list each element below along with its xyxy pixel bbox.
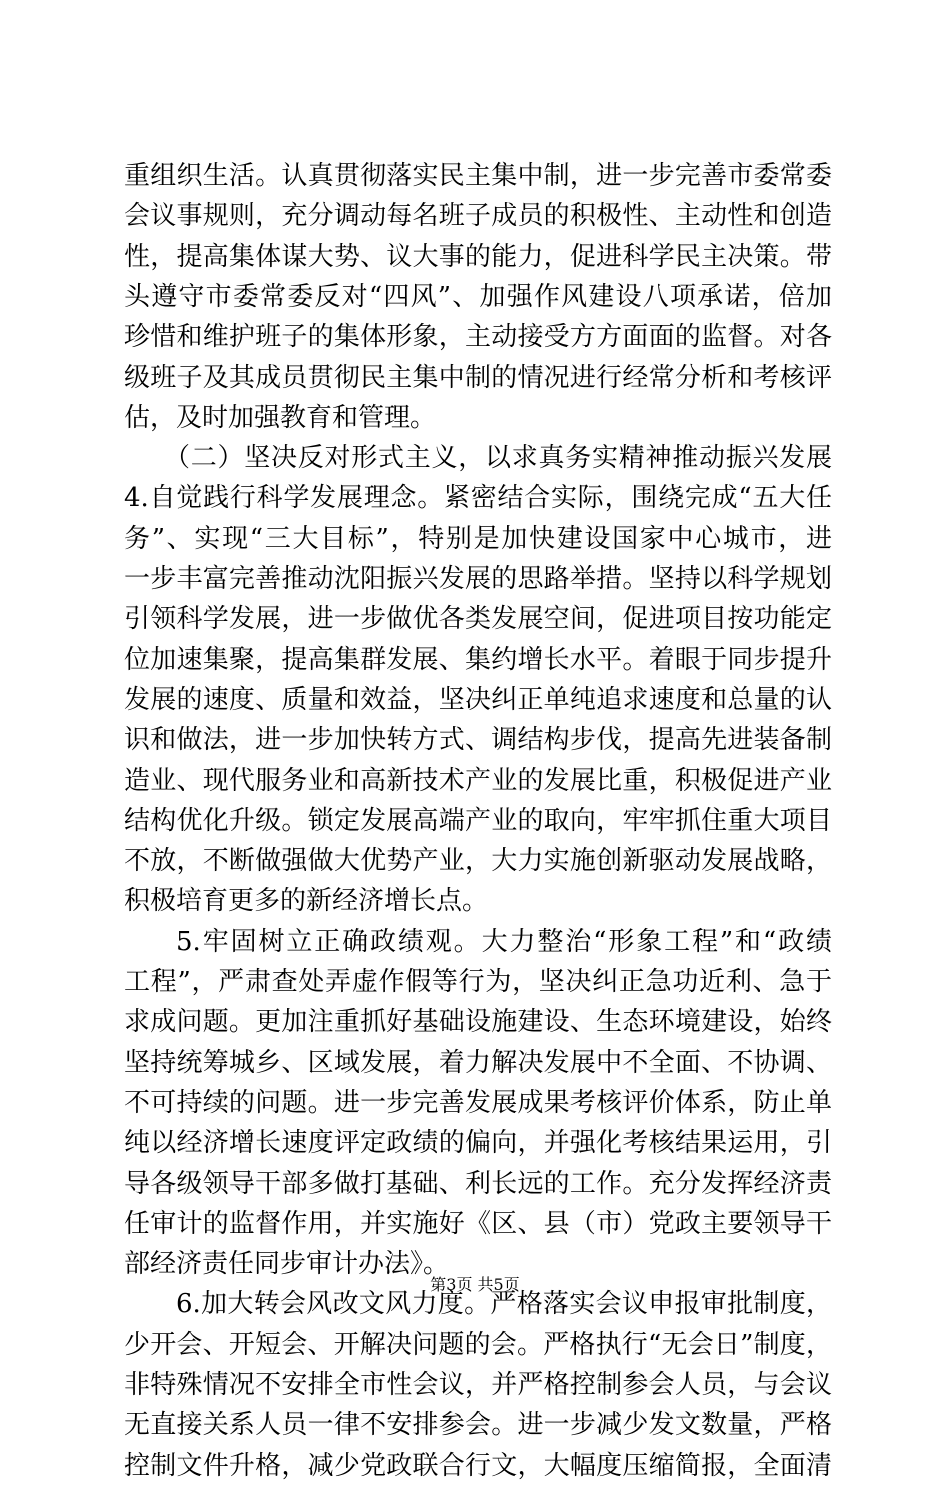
body-text-line: 不放，不断做强做大优势产业，大力实施创新驱动发展战略， [124, 846, 832, 876]
body-text-line: 结构优化升级。锁定发展高端产业的取向，牢牢抓住重大项目 [124, 806, 832, 836]
body-text-line: 估，及时加强教育和管理。 [124, 403, 437, 433]
body-text-line: 位加速集聚，提高集群发展、集约增长水平。着眼于同步提升 [124, 645, 832, 675]
body-text-line: 部经济责任同步审计办法》。 [124, 1249, 450, 1279]
body-text-line: 引领科学发展，进一步做优各类发展空间，促进项目按功能定 [124, 604, 832, 634]
body-text-line: 无直接关系人员一律不安排参会。进一步减少发文数量，严格 [124, 1410, 832, 1440]
body-text-line: 坚持统筹城乡、区域发展，着力解决发展中不全面、不协调、 [124, 1048, 832, 1078]
body-text-line: 求成问题。更加注重抓好基础设施建设、生态环境建设，始终 [124, 1007, 832, 1037]
body-text-line: 任审计的监督作用，并实施好《区、县（市）党政主要领导干 [124, 1209, 832, 1239]
body-text-line: 少开会、开短会、开解决问题的会。严格执行“无会日”制度， [124, 1330, 832, 1360]
page-footer: 第3页 共5页 [430, 1275, 520, 1294]
body-text-line: 珍惜和维护班子的集体形象，主动接受方方面面的监督。对各 [124, 322, 832, 352]
body-text-line: 不可持续的问题。进一步完善发展成果考核评价体系，防止单 [124, 1088, 832, 1118]
body-text-line: 头遵守市委常委反对“四风”、加强作风建设八项承诺，倍加 [124, 282, 832, 312]
body-text-line: 4.自觉践行科学发展理念。紧密结合实际，围绕完成“五大任 [124, 483, 832, 513]
body-text-line: 纯以经济增长速度评定政绩的偏向，并强化考核结果运用，引 [124, 1128, 832, 1158]
body-text-line: 务”、实现“三大目标”，特别是加快建设国家中心城市，进 [124, 524, 832, 554]
body-text-line: 工程”，严肃查处弄虚作假等行为，坚决纠正急功近利、急于 [124, 967, 832, 997]
body-text-line: 会议事规则，充分调动每名班子成员的积极性、主动性和创造 [124, 201, 832, 231]
body-text-line: 积极培育更多的新经济增长点。 [124, 886, 489, 916]
section-heading: （二）坚决反对形式主义，以求真务实精神推动振兴发展 [164, 443, 832, 473]
body-text-line: 性，提高集体谋大势、议大事的能力，促进科学民主决策。带 [124, 242, 832, 272]
body-text-line: 非特殊情况不安排全市性会议，并严格控制参会人员，与会议 [124, 1370, 832, 1400]
body-text-line: 识和做法，进一步加快转方式、调结构步伐，提高先进装备制 [124, 725, 832, 755]
body-text-line: 控制文件升格，减少党政联合行文，大幅度压缩简报，全面清 [124, 1451, 832, 1481]
body-text-line: 导各级领导干部多做打基础、利长远的工作。充分发挥经济责 [124, 1169, 832, 1199]
paragraph-start-line: 6.加大转会风改文风力度。严格落实会议申报审批制度， [176, 1289, 832, 1319]
body-text-line: 造业、现代服务业和高新技术产业的发展比重，积极促进产业 [124, 766, 832, 796]
paragraph-start-line: 5.牢固树立正确政绩观。大力整治“形象工程”和“政绩 [176, 927, 832, 957]
body-text-line: 发展的速度、质量和效益，坚决纠正单纯追求速度和总量的认 [124, 685, 832, 715]
body-text-line: 一步丰富完善推动沈阳振兴发展的思路举措。坚持以科学规划 [124, 564, 832, 594]
body-text-line: 重组织生活。认真贯彻落实民主集中制，进一步完善市委常委 [124, 161, 832, 191]
body-text-line: 级班子及其成员贯彻民主集中制的情况进行经常分析和考核评 [124, 363, 832, 393]
